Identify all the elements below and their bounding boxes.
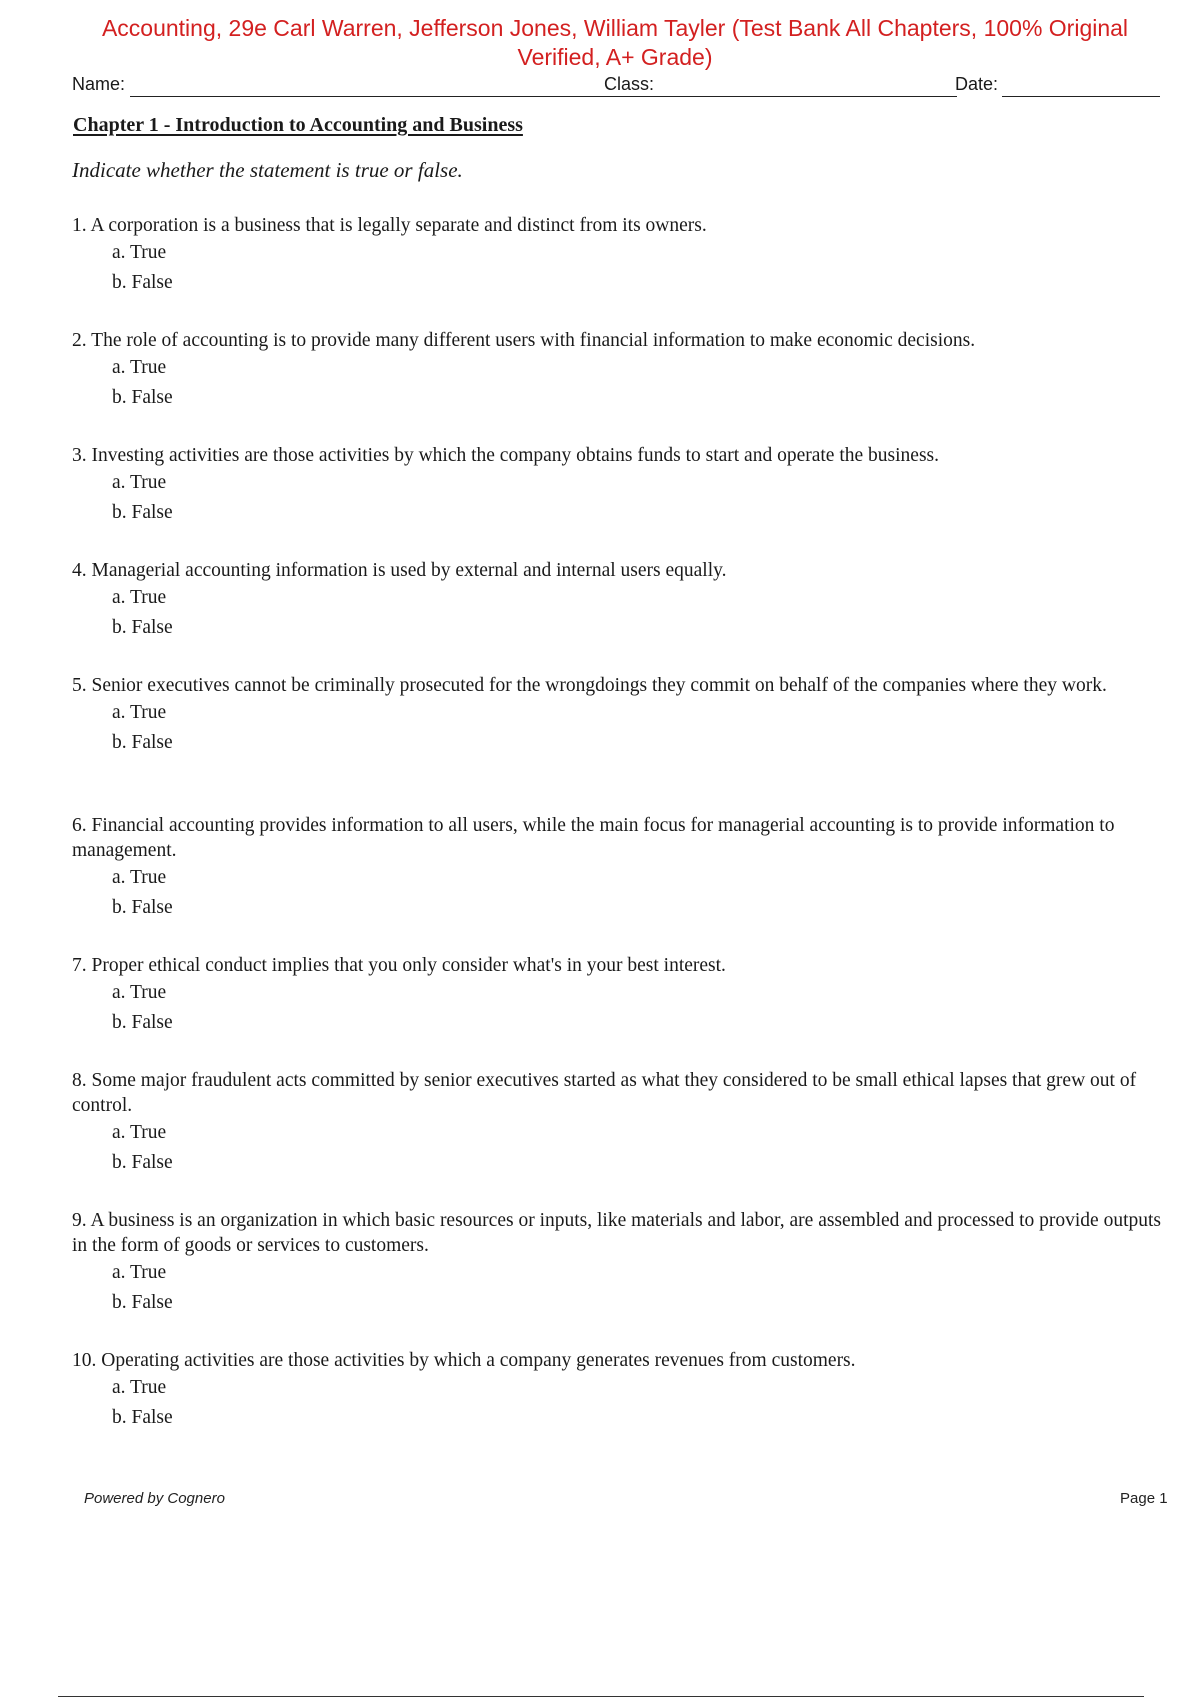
question-text [72, 558, 1162, 583]
option-true[interactable]: a. True [112, 1262, 167, 1283]
question-7 [72, 953, 1162, 1038]
question-statement: The role of accounting is to provide many different users with financial information to make economic decisions. [91, 330, 976, 351]
option-false[interactable]: b. False [112, 617, 173, 638]
question-statement: A corporation is a business that is legally separate and distinct from its owners. [90, 215, 707, 236]
option-false[interactable]: b. False [112, 1292, 173, 1313]
question-8 [72, 1068, 1162, 1178]
question-number: 3. [72, 445, 87, 466]
page-number: Page 1 [1120, 1490, 1168, 1507]
question-number: 1. [72, 215, 87, 236]
question-6 [72, 813, 1162, 923]
option-true[interactable]: a. True [112, 702, 167, 723]
document-title: Accounting, 29e Carl Warren, Jefferson Jones, William Tayler (Test Bank All Chapters, 100% Original Verified, A+ Grade) [101, 15, 1129, 70]
date-label: Date: [955, 74, 999, 94]
question-statement: Some major fraudulent acts committed by senior executives started as what they considered to be small ethical lapses that grew out of control. [72, 1070, 1137, 1116]
option-false[interactable]: b. False [112, 272, 173, 293]
instructions: Indicate whether the statement is true or false. [72, 158, 463, 182]
question-number: 2. [72, 330, 87, 351]
question-text [72, 328, 1162, 353]
question-statement: Proper ethical conduct implies that you only consider what's in your best interest. [91, 955, 726, 976]
option-true[interactable]: a. True [112, 472, 167, 493]
question-text [72, 213, 1162, 238]
powered-by-label: Powered by Cognero [84, 1490, 225, 1507]
option-false[interactable]: b. False [112, 1152, 173, 1173]
question-statement: Investing activities are those activities by which the company obtains funds to start and operate the business. [91, 445, 939, 466]
question-5 [72, 673, 1162, 758]
question-text [72, 1348, 1162, 1373]
question-text [72, 953, 1162, 978]
option-true[interactable]: a. True [112, 982, 167, 1003]
chapter-heading: Chapter 1 - Introduction to Accounting and Business [73, 114, 523, 136]
option-true[interactable]: a. True [112, 867, 167, 888]
question-number: 9. [72, 1210, 87, 1231]
question-number: 10. [72, 1350, 97, 1371]
option-true[interactable]: a. True [112, 587, 167, 608]
question-text [72, 1208, 1162, 1258]
question-statement: A business is an organization in which basic resources or inputs, like materials and labor, are assembled and processed to provide outputs in the form of goods or services to customers. [72, 1210, 1161, 1256]
question-9 [72, 1208, 1162, 1318]
option-true[interactable]: a. True [112, 357, 167, 378]
page-divider [58, 1696, 1144, 1697]
name-label: Name: [72, 74, 126, 94]
question-statement: Managerial accounting information is used by external and internal users equally. [91, 560, 727, 581]
option-false[interactable]: b. False [112, 897, 173, 918]
question-text [72, 1068, 1162, 1118]
class-label: Class: [604, 74, 655, 94]
question-2 [72, 328, 1162, 413]
question-text [72, 813, 1162, 863]
option-true[interactable]: a. True [112, 1122, 167, 1143]
question-3 [72, 443, 1162, 528]
header-fields [72, 72, 1160, 102]
question-10 [72, 1348, 1162, 1433]
question-number: 4. [72, 560, 87, 581]
option-true[interactable]: a. True [112, 1377, 167, 1398]
option-false[interactable]: b. False [112, 502, 173, 523]
class-field[interactable] [659, 96, 957, 97]
question-number: 5. [72, 675, 87, 696]
question-statement: Operating activities are those activities by which a company generates revenues from customers. [101, 1350, 856, 1371]
option-true[interactable]: a. True [112, 242, 167, 263]
question-text [72, 443, 1162, 468]
question-1 [72, 213, 1162, 298]
option-false[interactable]: b. False [112, 1407, 173, 1428]
question-number: 8. [72, 1070, 87, 1091]
question-statement: Senior executives cannot be criminally prosecuted for the wrongdoings they commit on behalf of the companies where they work. [91, 675, 1107, 696]
question-text [72, 673, 1162, 698]
name-field[interactable] [130, 96, 670, 97]
question-statement: Financial accounting provides information to all users, while the main focus for managerial accounting is to provide information to management. [72, 815, 1115, 861]
question-number: 6. [72, 815, 87, 836]
date-field[interactable] [1002, 96, 1160, 97]
option-false[interactable]: b. False [112, 732, 173, 753]
question-number: 7. [72, 955, 87, 976]
question-4 [72, 558, 1162, 643]
option-false[interactable]: b. False [112, 1012, 173, 1033]
option-false[interactable]: b. False [112, 387, 173, 408]
